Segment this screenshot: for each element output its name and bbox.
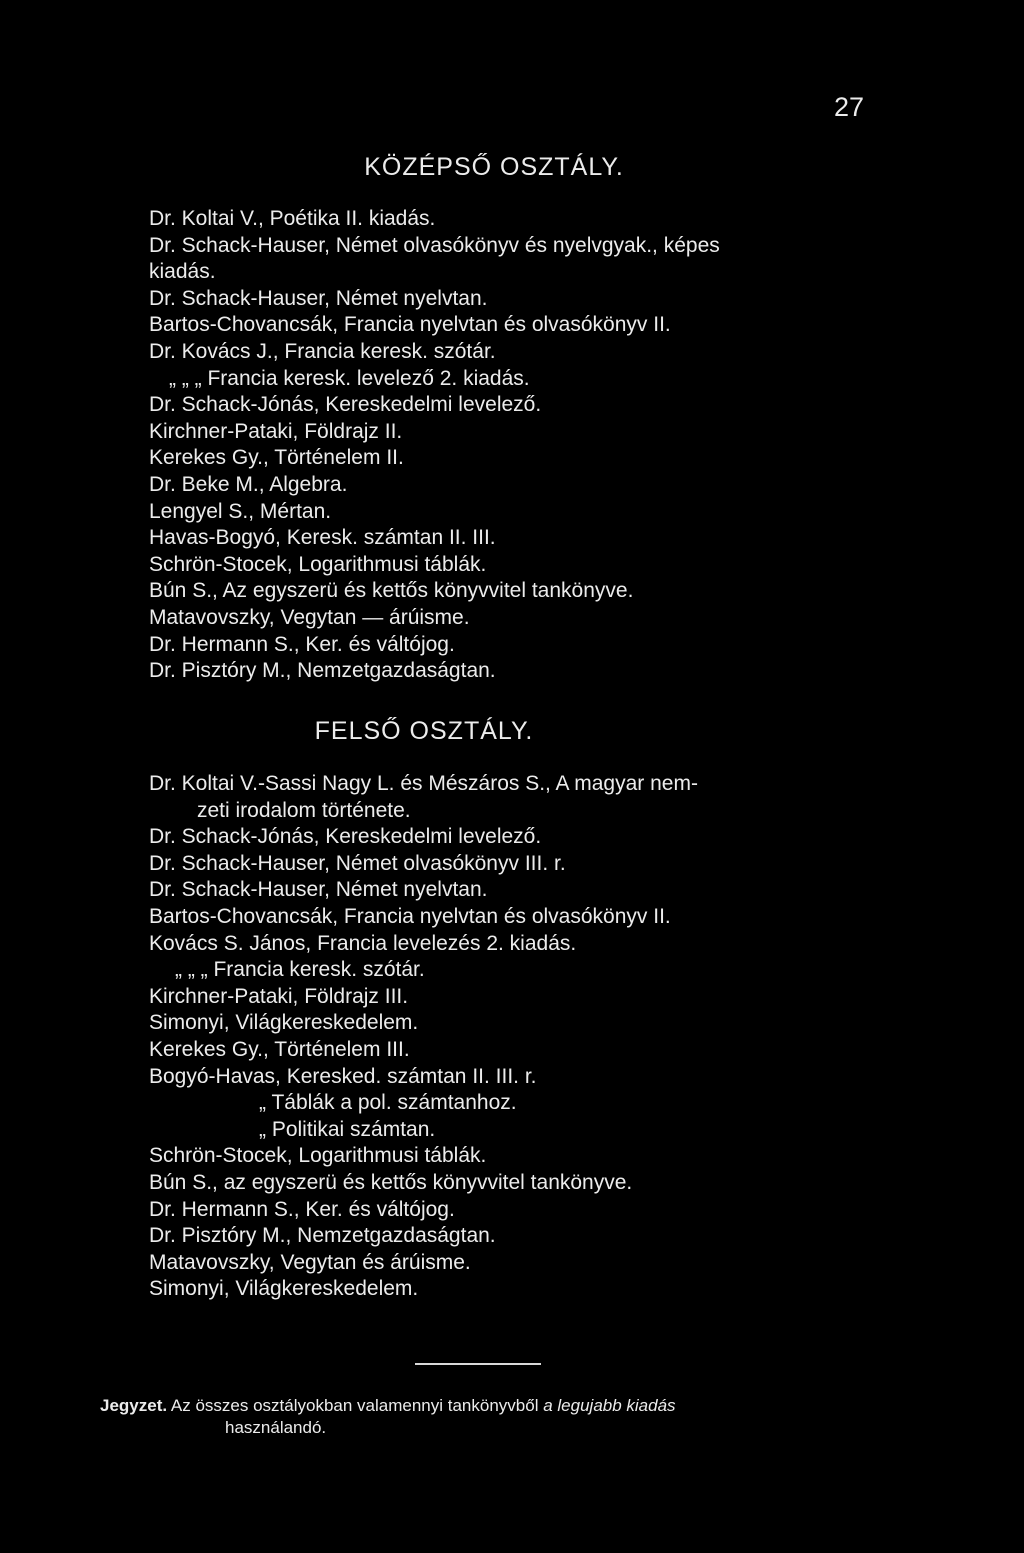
list-item: Simonyi, Világkereskedelem. <box>149 1277 419 1301</box>
list-item: Dr. Pisztóry M., Nemzetgazdaságtan. <box>149 1224 496 1248</box>
list-item: Kerekes Gy., Történelem III. <box>149 1037 410 1061</box>
list-item: Bartos-Chovancsák, Francia nyelvtan és olvasókönyv II. <box>149 313 671 337</box>
list-item: Kerekes Gy., Történelem II. <box>149 446 404 470</box>
list-item: „ Politikai számtan. <box>259 1117 436 1141</box>
list-item: Bartos-Chovancsák, Francia nyelvtan és olvasókönyv II. <box>149 904 671 928</box>
list-item: Dr. Koltai V., Poétika II. kiadás. <box>149 207 436 230</box>
list-item: „ „ „ Francia keresk. levelező 2. kiadás. <box>169 366 530 390</box>
section-heading-middle: KÖZÉPSŐ OSZTÁLY. <box>364 153 624 181</box>
list-item: Dr. Schack-Jónás, Kereskedelmi levelező. <box>149 393 542 417</box>
list-item: Kirchner-Pataki, Földrajz III. <box>149 984 409 1008</box>
list-item: Kovács S. János, Francia levelezés 2. kiadás. <box>149 931 577 955</box>
list-item: Dr. Schack-Hauser, Német olvasókönyv III. r. <box>149 851 566 875</box>
list-item: Bún S., az egyszerü és kettős könyvvitel tankönyve. <box>149 1170 633 1194</box>
list-item: Matavovszky, Vegytan és árúisme. <box>149 1250 471 1274</box>
list-item: Dr. Hermann S., Ker. és váltójog. <box>149 632 455 656</box>
page-number: 27 <box>833 92 864 122</box>
footnote <box>100 1395 870 1439</box>
list-item: Lengyel S., Mértan. <box>149 499 332 523</box>
list-item: Dr. Koltai V.-Sassi Nagy L. és Mészáros S., A magyar nem- <box>149 772 698 795</box>
list-item: Dr. Beke M., Algebra. <box>149 472 348 496</box>
list-item: Kirchner-Pataki, Földrajz II. <box>149 419 403 443</box>
footnote-label: Jegyzet. <box>100 1396 168 1415</box>
book-list-upper <box>149 771 698 1303</box>
section-heading-upper: FELSŐ OSZTÁLY. <box>314 717 534 745</box>
list-item: Dr. Schack-Hauser, Német nyelvtan. <box>149 878 488 902</box>
list-item: „ Táblák a pol. számtanhoz. <box>259 1091 517 1115</box>
list-item: Dr. Kovács J., Francia keresk. szótár. <box>149 339 496 363</box>
footnote-text: Az összes osztályokban valamennyi tankönyvből <box>170 1396 539 1415</box>
list-item: Dr. Hermann S., Ker. és váltójog. <box>149 1197 455 1221</box>
separator-rule <box>415 1363 541 1365</box>
list-item: Dr. Schack-Jónás, Kereskedelmi levelező. <box>149 825 542 849</box>
list-item: Schrön-Stocek, Logarithmusi táblák. <box>149 1144 487 1168</box>
list-item: zeti irodalom története. <box>197 798 411 822</box>
list-item: Bún S., Az egyszerü és kettős könyvvitel tankönyve. <box>149 579 634 603</box>
list-item: Schrön-Stocek, Logarithmusi táblák. <box>149 552 487 576</box>
list-item: Havas-Bogyó, Keresk. számtan II. III. <box>149 526 496 550</box>
list-item: Simonyi, Világkereskedelem. <box>149 1011 419 1035</box>
list-item: „ „ „ Francia keresk. szótár. <box>175 958 425 982</box>
footnote-end: használandó. <box>225 1418 327 1437</box>
list-item: Dr. Schack-Hauser, Német olvasókönyv és nyelvgyak., képes <box>149 233 720 257</box>
footnote-emphasis: a legujabb kiadás <box>543 1396 676 1415</box>
book-list-middle <box>149 206 720 685</box>
list-item: Dr. Pisztóry M., Nemzetgazdaságtan. <box>149 659 496 683</box>
list-item: kiadás. <box>149 260 216 284</box>
list-item: Matavovszky, Vegytan — árúisme. <box>149 605 470 629</box>
list-item: Bogyó-Havas, Keresked. számtan II. III. r. <box>149 1064 537 1088</box>
list-item: Dr. Schack-Hauser, Német nyelvtan. <box>149 286 488 310</box>
